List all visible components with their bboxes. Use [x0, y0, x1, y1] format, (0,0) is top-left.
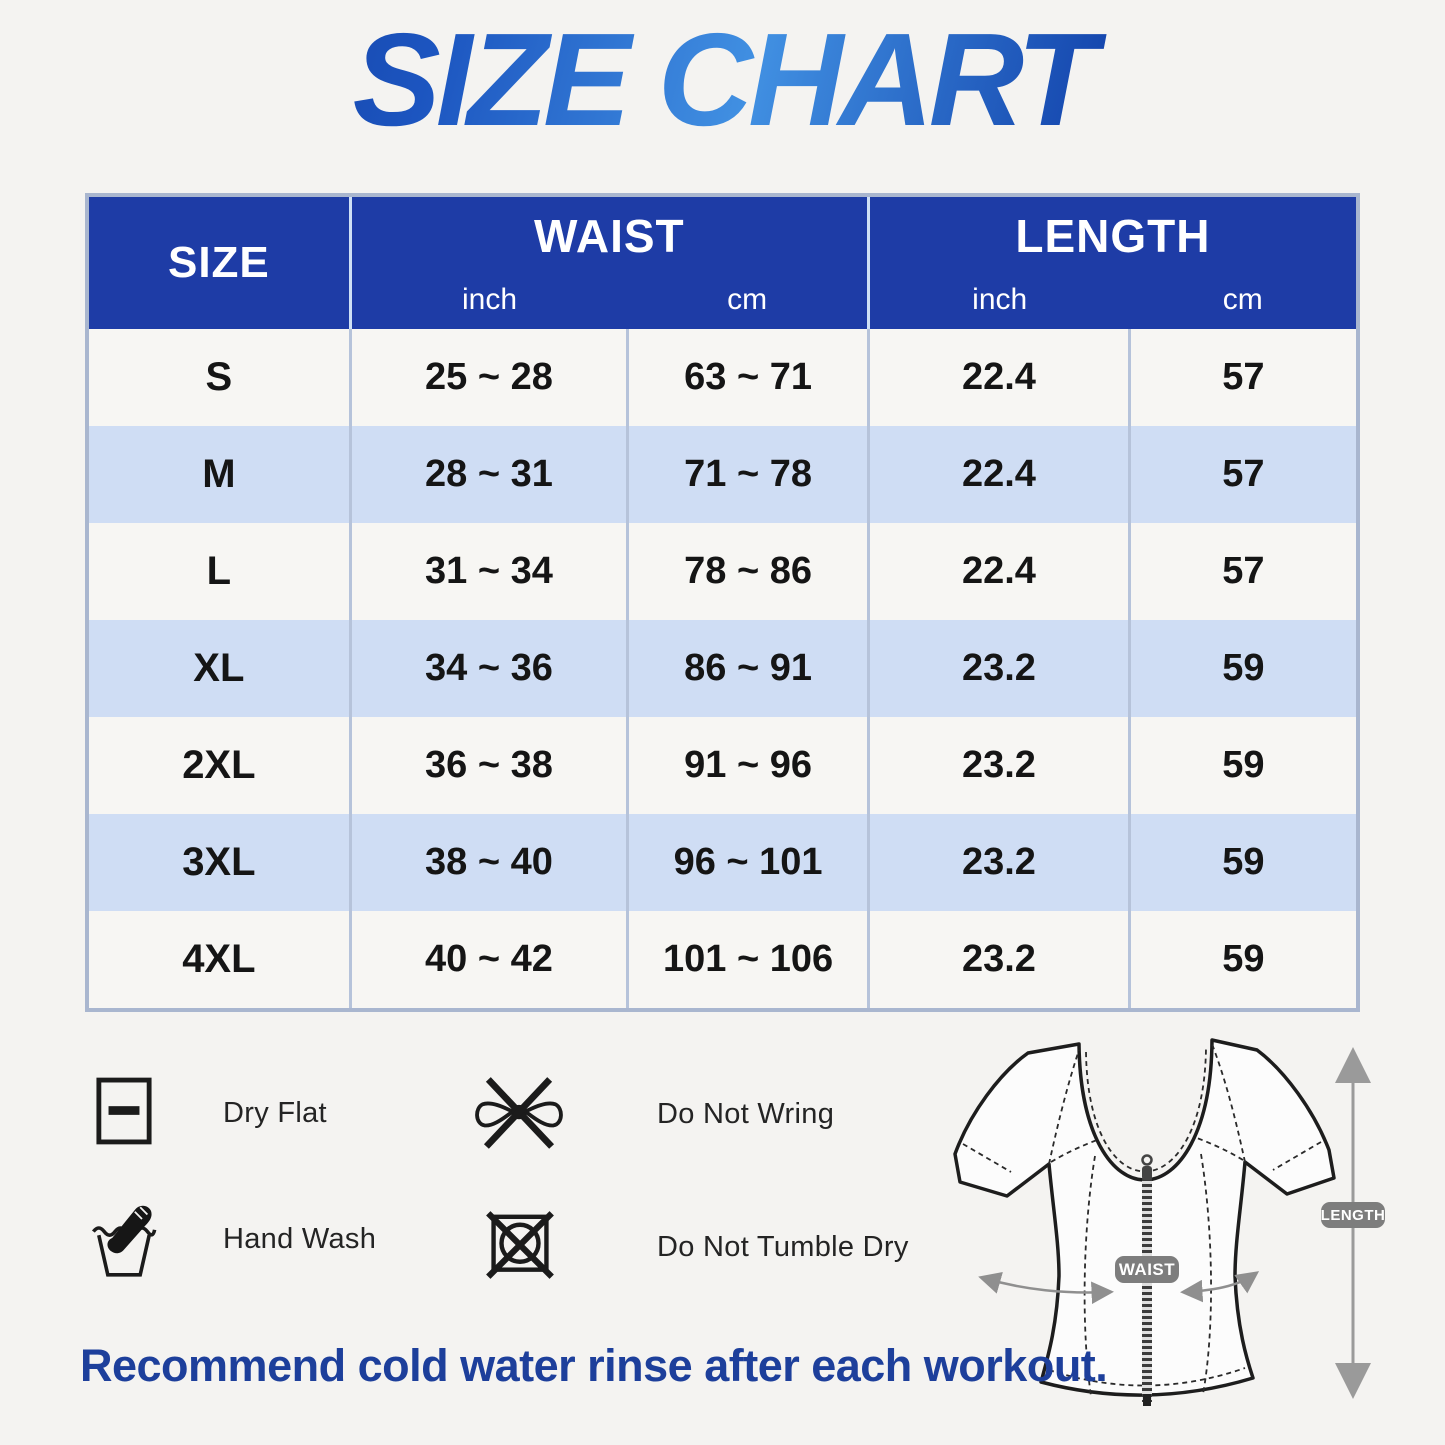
care-label: Hand Wash — [223, 1223, 377, 1255]
dry-flat-icon — [95, 1076, 153, 1151]
cell-length-cm: 59 — [1128, 717, 1356, 814]
table-row — [89, 523, 1356, 620]
length-dimension — [1322, 1042, 1384, 1404]
header-waist: WAIST — [533, 210, 685, 262]
cell-waist-cm: 91 ~ 96 — [626, 717, 867, 814]
header-waist-group — [349, 197, 867, 329]
cell-length-cm: 59 — [1128, 814, 1356, 911]
hand-wash-icon — [88, 1190, 160, 1289]
cell-size: M — [202, 452, 236, 496]
care-item-do-not-wring — [473, 1070, 834, 1159]
do-not-tumble-dry-icon — [483, 1206, 557, 1289]
cell-waist-inch: 34 ~ 36 — [349, 620, 626, 717]
cell-waist-inch: 25 ~ 28 — [349, 329, 626, 426]
size-table-header — [89, 197, 1356, 329]
header-waist-inch: inch — [462, 283, 518, 316]
cell-waist-inch: 36 ~ 38 — [349, 717, 626, 814]
cell-waist-cm: 63 ~ 71 — [626, 329, 867, 426]
cell-length-inch: 23.2 — [867, 911, 1128, 1008]
care-item-dry-flat — [95, 1076, 327, 1151]
size-table-body — [89, 329, 1356, 1008]
table-row — [89, 620, 1356, 717]
cell-length-inch: 22.4 — [867, 426, 1128, 523]
cell-size: S — [205, 355, 233, 399]
cell-waist-cm: 96 ~ 101 — [626, 814, 867, 911]
cell-waist-inch: 40 ~ 42 — [349, 911, 626, 1008]
length-pill-label: LENGTH — [1321, 1202, 1385, 1228]
care-label: Dry Flat — [223, 1097, 327, 1129]
cell-size: 3XL — [182, 840, 256, 884]
cell-length-cm: 57 — [1128, 426, 1356, 523]
cell-waist-inch: 28 ~ 31 — [349, 426, 626, 523]
cell-length-inch: 23.2 — [867, 620, 1128, 717]
header-length-group — [867, 197, 1356, 329]
header-length: LENGTH — [1015, 210, 1211, 262]
table-row — [89, 911, 1356, 1008]
header-length-inch: inch — [972, 283, 1028, 316]
cell-length-cm: 57 — [1128, 329, 1356, 426]
page-title: SIZE CHART — [0, 6, 1445, 154]
cell-length-inch: 23.2 — [867, 717, 1128, 814]
table-row — [89, 814, 1356, 911]
cell-size: 2XL — [182, 743, 256, 787]
header-waist-cm: cm — [727, 283, 768, 316]
waist-pill-label: WAIST — [1115, 1256, 1179, 1283]
table-row — [89, 329, 1356, 426]
do-not-wring-icon — [473, 1070, 565, 1159]
size-table — [85, 193, 1360, 1012]
care-label: Do Not Tumble Dry — [657, 1231, 909, 1263]
table-row — [89, 426, 1356, 523]
cell-size: L — [206, 549, 232, 593]
cell-waist-inch: 38 ~ 40 — [349, 814, 626, 911]
cell-length-inch: 23.2 — [867, 814, 1128, 911]
cell-size: XL — [193, 646, 245, 690]
zipper-pull — [1143, 1156, 1152, 1165]
cell-size: 4XL — [182, 937, 256, 981]
care-label: Do Not Wring — [657, 1098, 835, 1130]
cell-length-cm: 59 — [1128, 911, 1356, 1008]
cell-waist-cm: 71 ~ 78 — [626, 426, 867, 523]
cell-length-inch: 22.4 — [867, 523, 1128, 620]
cell-length-cm: 57 — [1128, 523, 1356, 620]
cell-waist-cm: 78 ~ 86 — [626, 523, 867, 620]
header-size: SIZE — [167, 238, 270, 287]
cell-waist-cm: 101 ~ 106 — [626, 911, 867, 1008]
cell-length-cm: 59 — [1128, 620, 1356, 717]
care-item-do-not-tumble-dry — [483, 1206, 909, 1289]
care-item-hand-wash — [88, 1190, 376, 1289]
table-row — [89, 717, 1356, 814]
header-length-cm: cm — [1222, 283, 1263, 316]
cell-waist-cm: 86 ~ 91 — [626, 620, 867, 717]
care-note: Recommend cold water rinse after each workout. — [80, 1340, 1108, 1391]
cell-waist-inch: 31 ~ 34 — [349, 523, 626, 620]
cell-length-inch: 22.4 — [867, 329, 1128, 426]
